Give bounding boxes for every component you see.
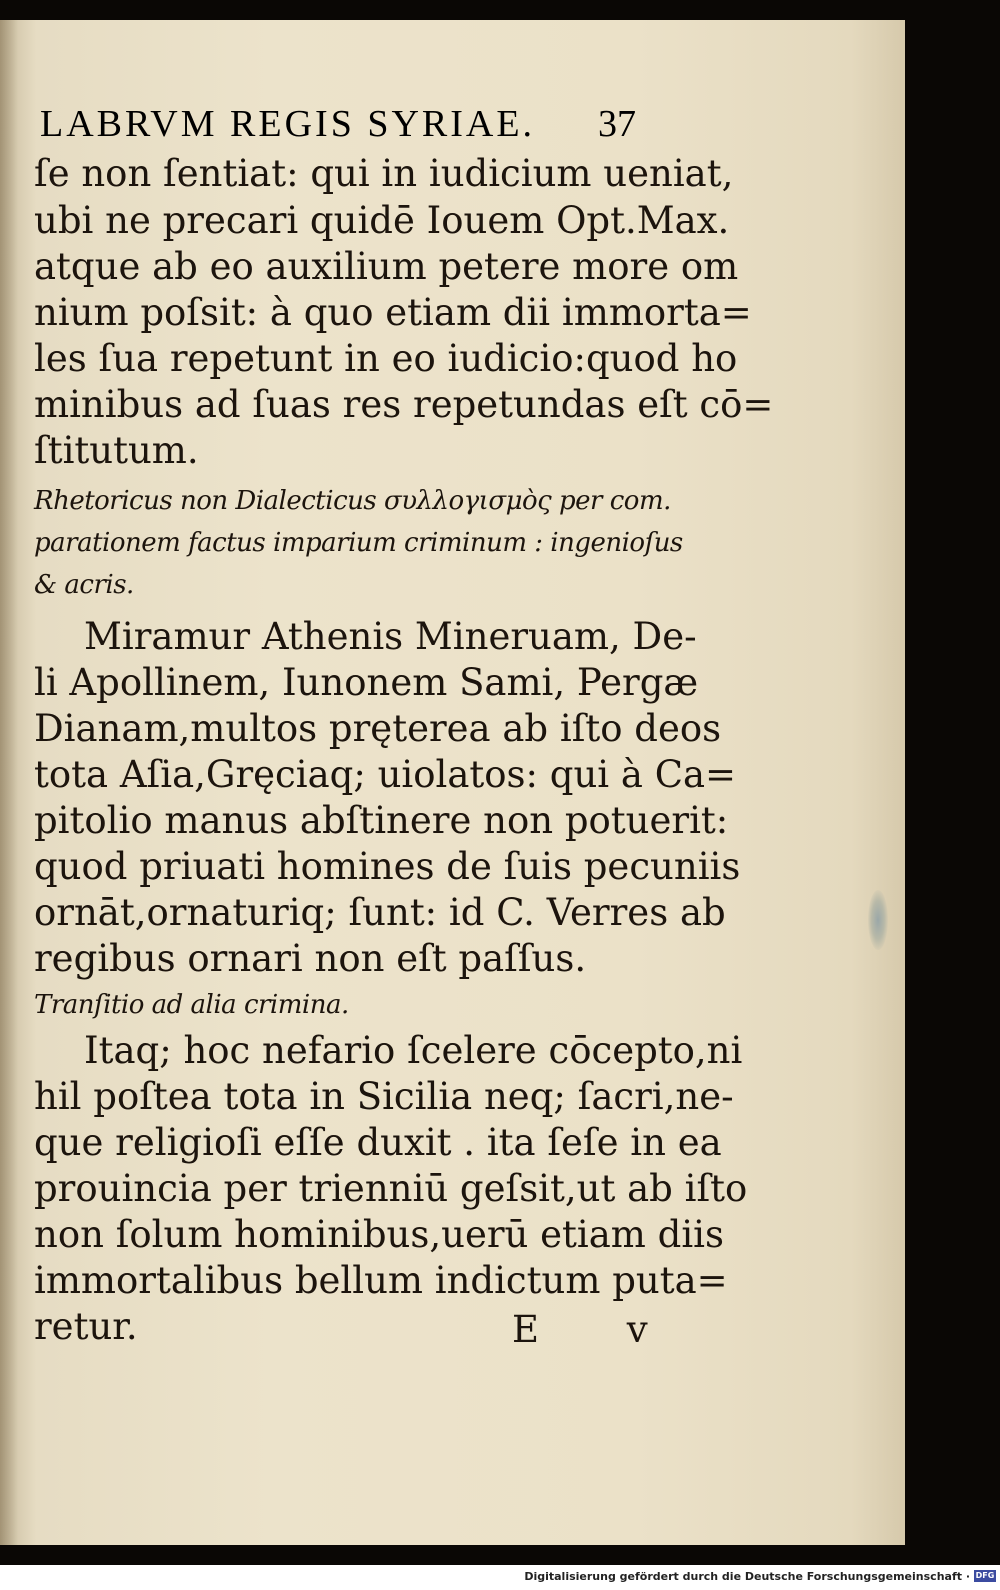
text-line: quod priuati homines de ſuis pecuniis — [34, 845, 741, 888]
text-line: atque ab eo auxilium petere more om — [34, 245, 739, 288]
marginal-note-line: & acris. — [34, 570, 134, 600]
text-line: nium poſsit: à quo etiam dii immorta= — [34, 291, 752, 334]
text-line: pitolio manus abſtinere non potuerit: — [34, 799, 729, 842]
page-number: 37 — [598, 103, 636, 145]
marginal-note-line: parationem factus imparium criminum : ingenioſus — [34, 528, 683, 558]
text-line: ſtitutum. — [34, 429, 199, 472]
dfg-logo: DFG — [975, 1571, 995, 1580]
text-line: minibus ad ſuas res repetundas eſt cō= — [34, 383, 774, 426]
text-line: les ſua repetunt in eo iudicio:quod ho — [34, 337, 738, 380]
text-line: Miramur Athenis Mineruam, De- — [84, 615, 697, 658]
marginal-note-line: Rhetoricus non Dialecticus συλλογισμὸς per com. — [34, 486, 671, 516]
text-line: hil poſtea tota in Sicilia neq; ſacri,ne- — [34, 1075, 734, 1118]
text-line: immortalibus bellum indictum puta= — [34, 1259, 728, 1302]
text-line: que religioſi eſſe duxit . ita ſeſe in ea — [34, 1121, 722, 1164]
running-header — [40, 102, 640, 146]
funding-credit: Digitalisierung gefördert durch die Deutsche Forschungsgemeinschaft · — [524, 1570, 970, 1583]
page-stain — [868, 890, 888, 950]
text-line: Itaq; hoc nefario ſcelere cōcepto,ni — [84, 1029, 743, 1072]
text-line: ubi ne precari quidē Iouem Opt.Max. — [34, 199, 730, 242]
signature-mark: E v — [512, 1308, 686, 1351]
text-line: retur. — [34, 1305, 138, 1348]
text-line: prouincia per trienniū geſsit,ut ab iſto — [34, 1167, 748, 1210]
running-title: LABRVM REGIS SYRIAE. — [40, 103, 536, 145]
text-line: li Apollinem, Iunonem Sami, Pergæ — [34, 661, 699, 704]
digitization-footer — [0, 1565, 1000, 1590]
gutter-shadow — [0, 20, 18, 1545]
marginal-note-line: Tranſitio ad alia crimina. — [34, 990, 349, 1020]
text-line: non ſolum hominibus,uerū etiam diis — [34, 1213, 724, 1256]
text-line: regibus ornari non eſt paſſus. — [34, 937, 587, 980]
text-line: ſe non ſentiat: qui in iudicium ueniat, — [34, 152, 734, 195]
text-line: Dianam,multos pręterea ab iſto deos — [34, 707, 722, 750]
book-page — [0, 20, 905, 1545]
text-line: ornāt,ornaturiq; ſunt: id C. Verres ab — [34, 891, 726, 934]
text-line: tota Aſia,Gręciaq; uiolatos: qui à Ca= — [34, 753, 737, 796]
